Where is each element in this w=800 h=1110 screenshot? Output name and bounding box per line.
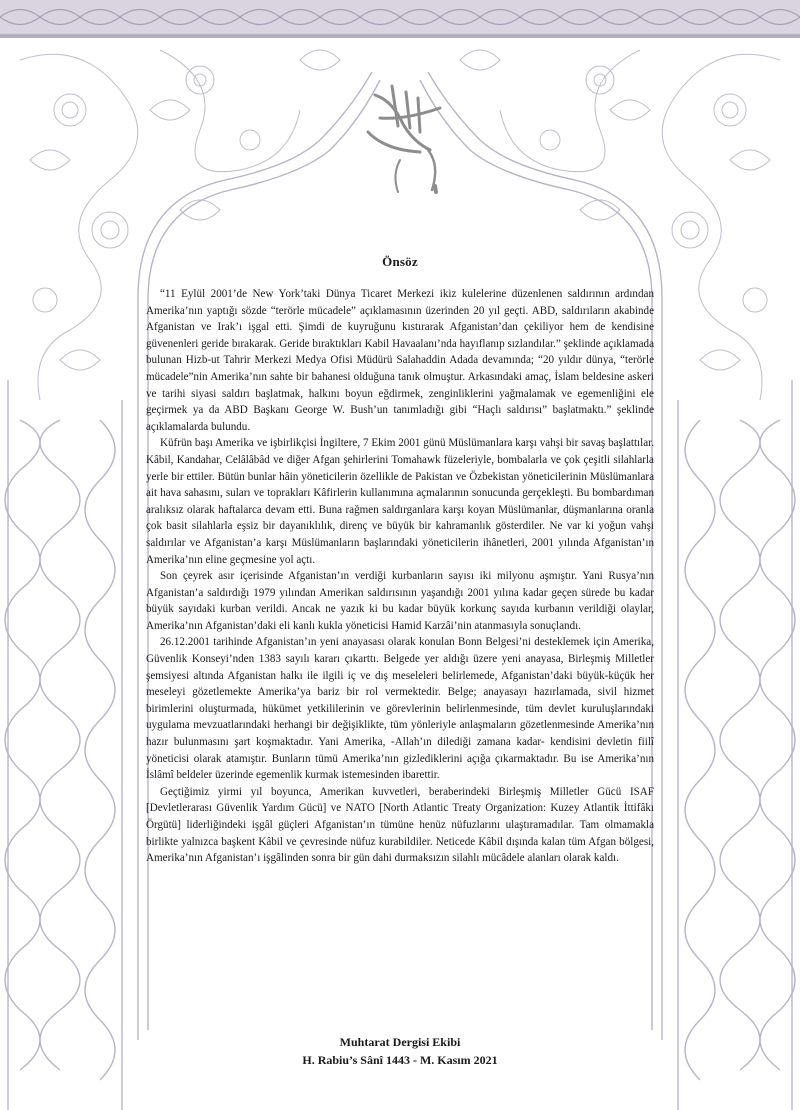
signature-author: Muhtarat Dergisi Ekibi [339,1035,461,1049]
page-title: Önsöz [382,254,418,269]
paragraph: Küfrün başı Amerika ve işbirlikçisi İngiltere, 7 Ekim 2001 günü Müslümanlara karşı vahşi bir savaş başlattılar. Kâbil, Kandahar, Celâlâbâd ve diğer Afgan şehirlerini Tomahawk füzeleriyle, bombalarla ve çok çeşitli silahlarla yerle bir ettiler. Bütün bunlar hâin yöneticilerin özellikle de Pakistan ve Özbekistan yöneticilerinin Müslümanlara ait hava sahasını, suları ve toprakları Kâfirlerin kullanımına açmalarının sonucunda gerçekleşti. Bu bombardıman aralıksız olarak haftalarca devam etti. Buna rağmen saldırganlara karşı koyan Müslümanlar, düşmanlarına oranla çok basit silahlarla eşsiz bir dayanıklılık, direnç ve büyük bir kahramanlık gösterdiler. Ne var ki yoğun vahşi saldırılar ve Afganistan’a karşı Müslümanların başlarındaki yöneticilerin ihânetleri, 2001 yılında Afganistan’ın Amerika’nın eline geçmesine yol açtı. [146,437,654,566]
document-body [146,286,654,867]
basmala-calligraphy-icon [368,86,440,192]
signature-block [0,1033,800,1069]
paragraph: “11 Eylül 2001’de New York’taki Dünya Ticaret Merkezi ikiz kulelerine düzenlenen saldırının ardından Amerika’nın yaptığı sözde “terörle mücadele” açıklamasının üzerinden 20 yıl geçti. ABD, saldırıların akabinde Afganistan ve Irak’ı işgal etti. Şimdi de kuyruğunu kıstırarak Afganistan’dan çekiliyor hem de kendisine güvenenleri geride bırakarak. Geride bıraktıkları Kabil Havaalanı’nda hayıflanıp sızlandılar.” şeklinde açıklamada bulunan Hizb-ut Tahrir Merkezi Medya Ofisi Müdürü Salahaddin Adada devamında; “20 yıldır dünya, “terörle mücadele”nin Amerika’nın sahte bir bahanesi olduğuna tanık olmuştur. Arkasındaki amaç, İslam beldesine askeri ve tarihi siyasi saldırı başlatmak, halkını boyun eğdirmek, zenginliklerini yağmalamak ve egemenliğini ele geçirmek ya da ABD Başkanı George W. Bush’un tanımladığı gibi “Haçlı saldırısı” başlatmaktı.” şeklinde açıklamalarda bulundu. [146,288,654,433]
paragraph: 26.12.2001 tarihinde Afganistan’ın yeni anayasası olarak konulan Bonn Belgesi’ni desteklemek için Amerika, Güvenlik Konseyi’nden 1383 sayılı kararı çıkarttı. Belgede yer aldığı üzere yeni anayasa, Birleşmiş Milletler şemsiyesi altında Afganistan halkı ile ilgili iç ve dış meseleleri belirlemede, Afganistan’daki büyük-küçük her meseleyi gözetlemekte Amerika’ya bariz bir rol vermektedir. Belge; anayasayı hazırlamada, sivil hizmet birimlerini oluşturmada, hükümet yetkililerinin ve görevlerinin belirlenmesinde, tüm devlet kuruluşlarındaki uygulama mevzuatlarındaki herhangi bir değişiklikte, tüm yönleriyle anlaşmaların gözetlenmesinde Amerika’nın hazır bulunmasını şart koşmaktadır. Yani Amerika, -Allah’ın dilediği zamana kadar- kendisini devletin fiilî yöneticisi olarak atamıştır. Bunların tümü Amerika’nın gizlediklerini açığa çıkarmaktadır. Bu ise Amerika’nın İslâmî beldeler üzerinde egemenlik kurmak istemesinden ibarettir. [146,636,654,782]
paragraph: Geçtiğimiz yirmi yıl boyunca, Amerikan kuvvetleri, beraberindeki Birleşmiş Milletler Gücü ISAF [Devletlerarası Güvenlik Yardım Gücü] ve NATO [North Atlantic Treaty Organization: Kuzey Atlantik İttifâkı Örgütü] liderliğindeki işgâl güçleri Afganistan’ın tümüne henüz nüfuzlarını ulaştıramadılar. Tam olmamakla birlikte yalnızca başkent Kâbil ve çevresinde nüfuz kurabildiler. Neticede Kâbil dışında kalan tüm Afgan bölgesi, Amerika’nın Afganistan’ı işgâlinden sonra bir gün dahi durmaksızın silahlı mücâdele alanları olarak kaldı. [146,785,654,865]
top-border-pattern [0,0,800,38]
paragraph: Son çeyrek asır içerisinde Afganistan’ın verdiği kurbanların sayısı iki milyonu aşmıştır. Yani Rusya’nın Afganistan’a saldırdığı 1979 yılından Amerikan saldırısının yaşandığı 2001 yılına kadar geçen sürede bu kadar büyük sayıdaki kurban verildi. Ancak ne yazık ki bu kadar büyük korkunç sayıda kurbanın verildiği olaylar, Amerika’nın Afganistan’daki eli kanlı kukla yöneticisi Hamid Karzâi’nin atanmasıyla sonuçlandı. [146,570,654,632]
signature-date: H. Rabiu’s Sânî 1443 - M. Kasım 2021 [302,1053,498,1067]
